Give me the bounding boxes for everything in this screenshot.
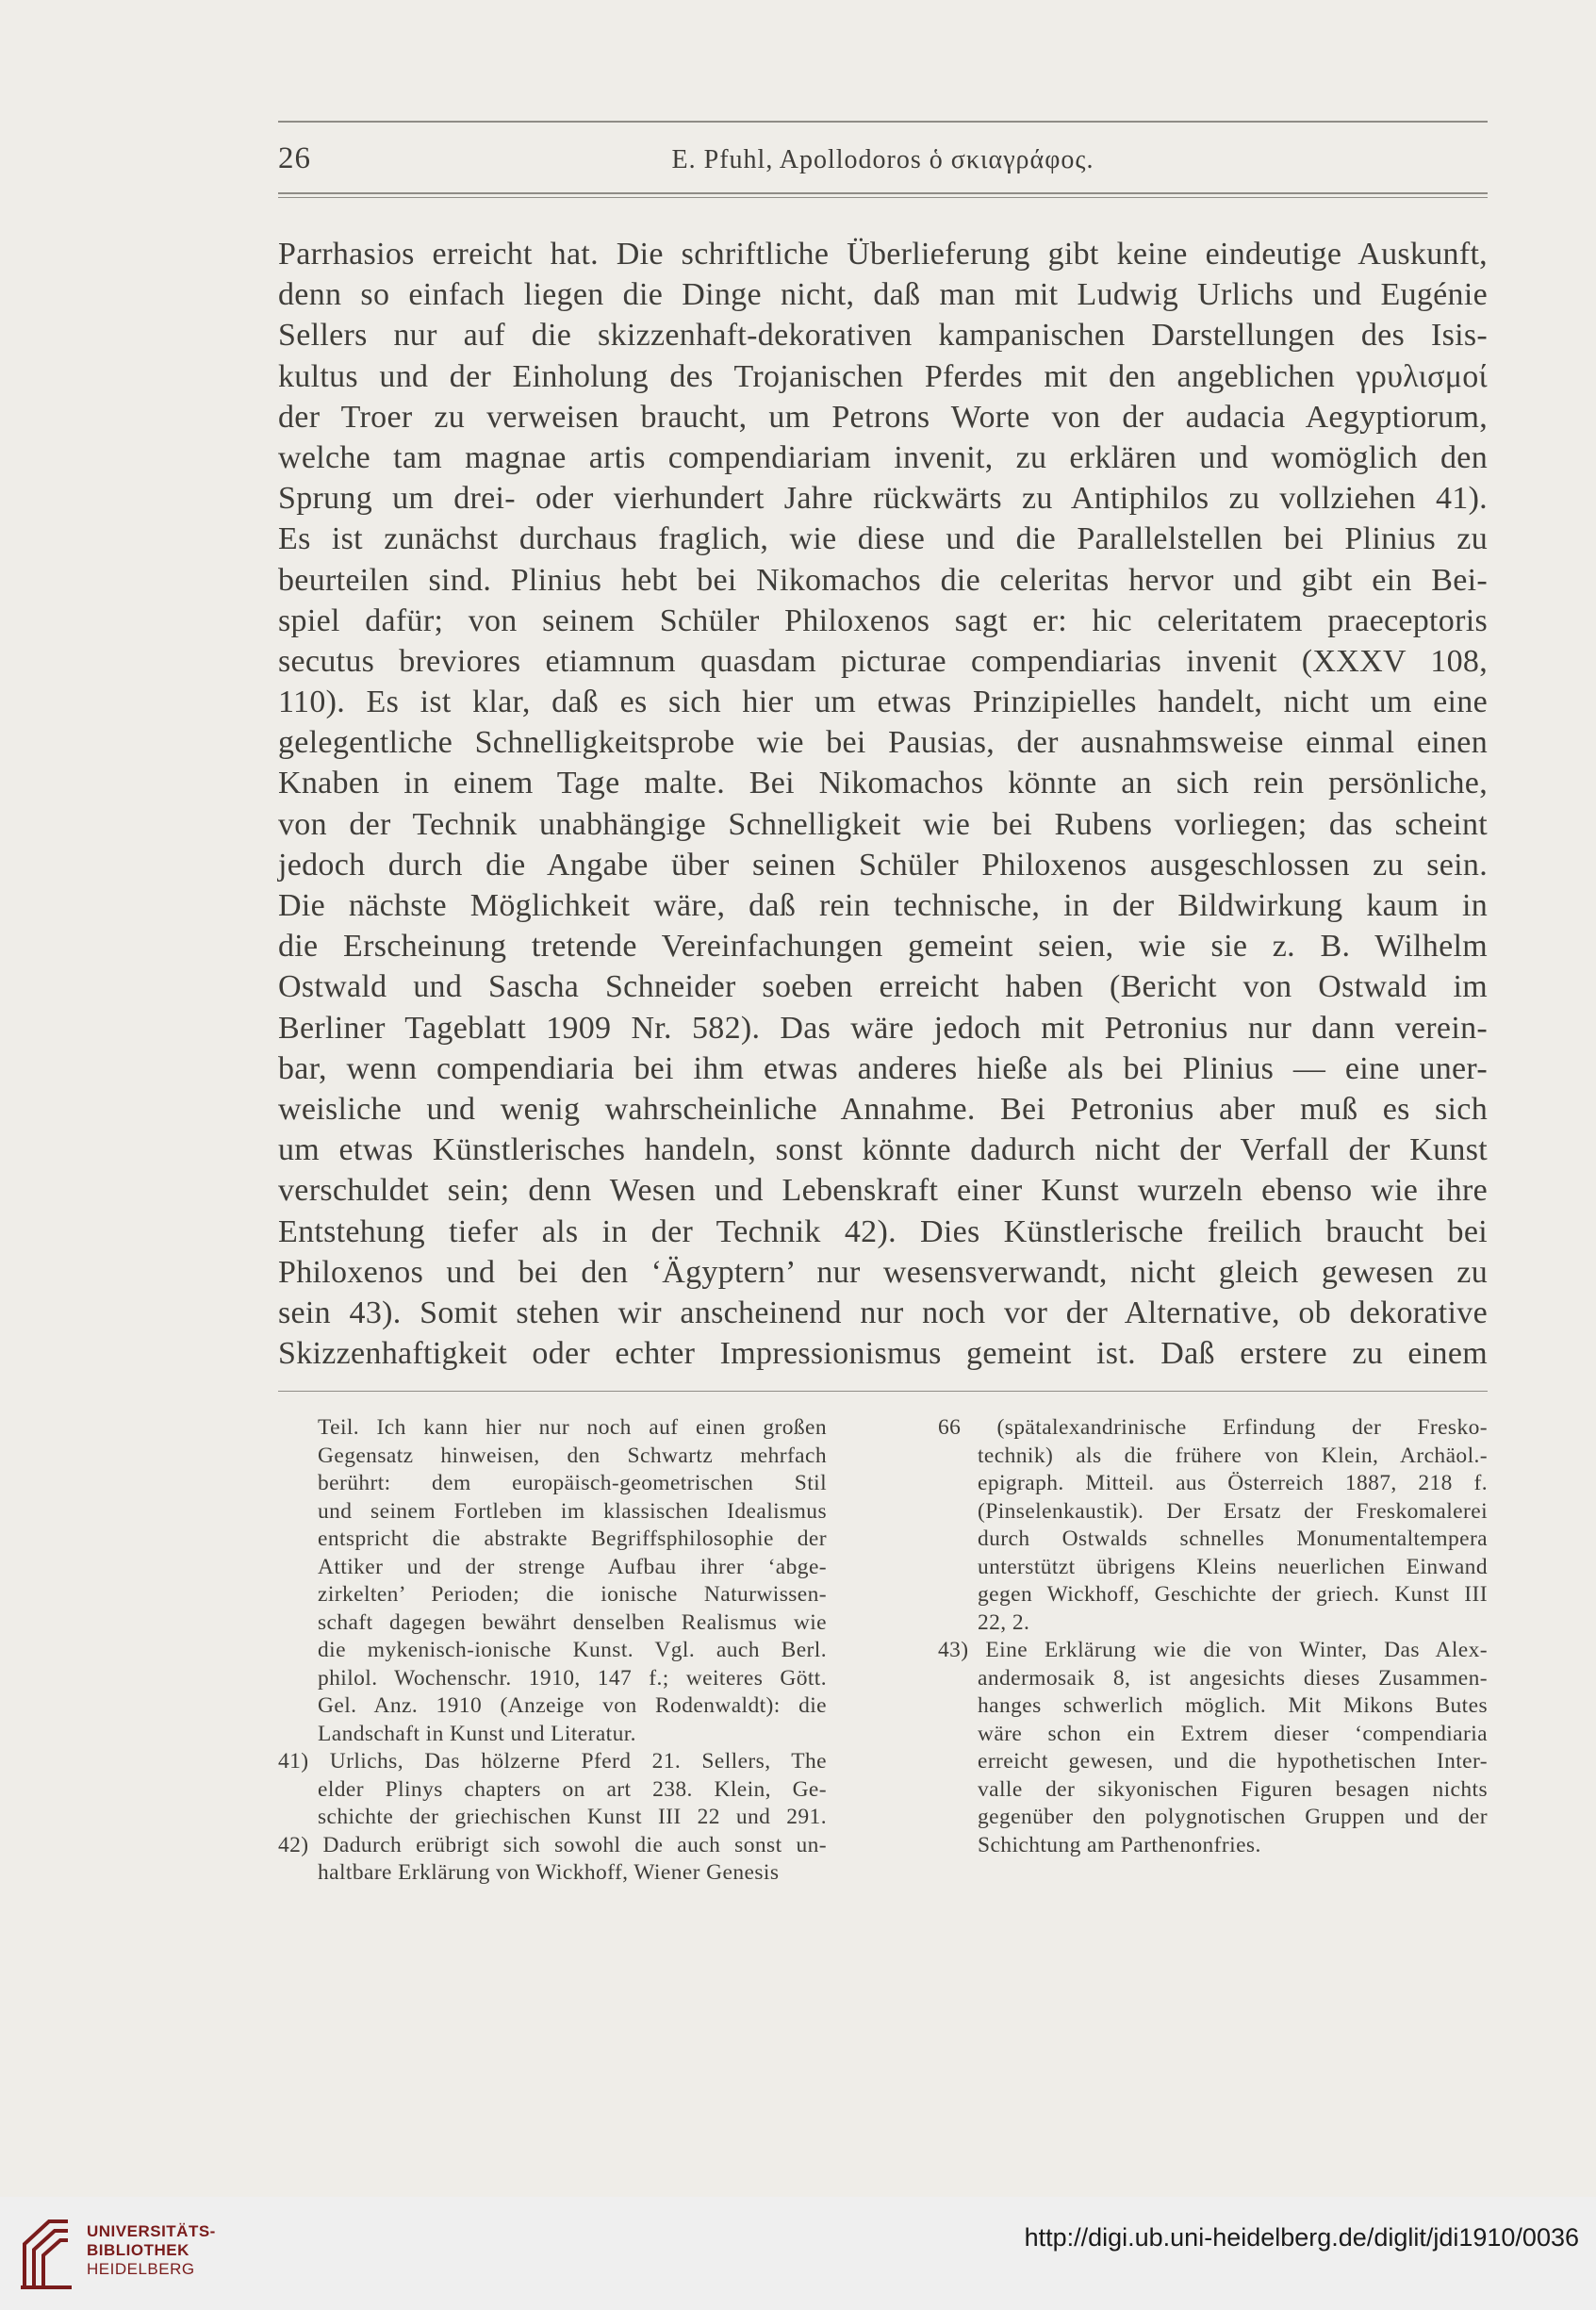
footnote-line: berührt: dem europäisch-geometrischen Stil <box>318 1471 827 1495</box>
body-line: der Troer zu verweisen braucht, um Petrons Worte von der audacia Aegyptiorum, <box>278 399 1488 435</box>
body-line: Berliner Tageblatt 1909 Nr. 582). Das wäre jedoch mit Petronius nur dann verein- <box>278 1010 1488 1046</box>
body-line: die Erscheinung tretende Vereinfachungen gemeint seien, wie sie z. B. Wilhelm <box>278 929 1488 965</box>
footnote-line: die mykenisch-ionische Kunst. Vgl. auch Berl. <box>318 1638 827 1662</box>
body-line: Skizzenhaftigkeit oder echter Impressionismus gemeint ist. Daß erstere zu einem <box>278 1336 1488 1372</box>
footnote-line: Gegensatz hinweisen, den Schwartz mehrfach <box>318 1443 827 1468</box>
body-line: welche tam magnae artis compendiariam invenit, zu erklären und womöglich den <box>278 439 1488 475</box>
footnote-line: valle der sikyonischen Figuren besagen nichts <box>978 1776 1488 1802</box>
body-line: Entstehung tiefer als in der Technik 42). Dies Künstlerische freilich braucht bei <box>278 1213 1488 1249</box>
body-line: von der Technik unabhängige Schnelligkeit wie bei Rubens vorliegen; das scheint <box>278 806 1488 842</box>
footnote-line: wäre schon ein Extrem dieser ‘compendiaria <box>978 1721 1488 1746</box>
footnote-line: gegenüber den polygnotischen Gruppen und der <box>978 1805 1488 1829</box>
body-line: Sellers nur auf die skizzenhaft-dekorativen kampanischen Darstellungen des Isis- <box>278 318 1488 354</box>
footnote-line: zirkelten’ Perioden; die ionische Naturwissen- <box>318 1582 827 1607</box>
body-line: denn so einfach liegen die Dinge nicht, daß man mit Ludwig Urlichs und Eugénie <box>278 277 1488 313</box>
footnote-line: (Pinselenkaustik). Der Ersatz der Freskomalerei <box>978 1498 1488 1524</box>
library-name <box>87 2222 216 2279</box>
body-line: secutus breviores etiamnum quasdam picturae compendiarias invenit (XXXV 108, <box>278 643 1488 679</box>
running-head: E. Pfuhl, Apollodoros ὁ σκιαγράφος. <box>671 145 1094 174</box>
body-line: um etwas Künstlerisches handeln, sonst könnte dadurch nicht der Verfall der Kunst <box>278 1132 1488 1168</box>
body-line: jedoch durch die Angabe über seinen Schüler Philoxenos ausgeschlossen zu sein. <box>278 847 1488 883</box>
footnote-line: technik) als die frühere von Klein, Archäol.- <box>978 1443 1488 1468</box>
footnote-line: 42) Dadurch erübrigt sich sowohl die auch sonst un- <box>278 1832 827 1857</box>
footnote-line: haltbare Erklärung von Wickhoff, Wiener Genesis <box>318 1860 780 1885</box>
footnote-line: Teil. Ich kann hier nur noch auf einen großen <box>318 1415 827 1440</box>
footnote-line: erreicht gewesen, und die hypothetischen Inter- <box>978 1749 1488 1774</box>
body-line: spiel dafür; von seinem Schüler Philoxenos sagt er: hic celeritatem praeceptoris <box>278 602 1488 638</box>
body-line: Die nächste Möglichkeit wäre, daß rein technische, in der Bildwirkung kaum in <box>278 888 1488 923</box>
page-header <box>278 141 1488 183</box>
library-logo-icon <box>17 2216 75 2291</box>
body-line: bar, wenn compendiaria bei ihm etwas anderes hieße als bei Plinius — eine uner- <box>278 1050 1488 1086</box>
library-name-line-3: HEIDELBERG <box>87 2260 195 2278</box>
footnote-line: epigraph. Mitteil. aus Österreich 1887, 218 f. <box>978 1471 1488 1495</box>
footnote-line: Schichtung am Parthenonfries. <box>978 1832 1261 1857</box>
page-number: 26 <box>278 141 311 175</box>
header-top-rule <box>278 121 1488 123</box>
footnote-line: gegen Wickhoff, Geschichte der griech. Kunst III <box>978 1582 1488 1607</box>
body-text <box>278 234 1488 1374</box>
body-line: Sprung um drei- oder vierhundert Jahre rückwärts zu Antiphilos zu vollziehen 41). <box>278 481 1488 517</box>
footnote-line: elder Plinys chapters on art 238. Klein, Ge- <box>318 1776 827 1802</box>
footnote-rule <box>278 1391 1488 1392</box>
footnote-line: Attiker und der strenge Aufbau ihrer ‘abge- <box>318 1554 827 1579</box>
footnote-line: und seinem Fortleben im klassischen Idealismus <box>318 1498 827 1524</box>
body-line: weisliche und wenig wahrscheinliche Annahme. Bei Petronius aber muß es sich <box>278 1091 1488 1127</box>
body-line: gelegentliche Schnelligkeitsprobe wie bei Pausias, der ausnahmsweise einmal einen <box>278 725 1488 761</box>
footnote-line: hanges schwerlich möglich. Mit Mikons Butes <box>978 1693 1488 1718</box>
permalink-url[interactable]: http://digi.ub.uni-heidelberg.de/diglit/jdi1910/0036 <box>1024 2223 1579 2252</box>
footnote-line: andermosaik 8, ist angesichts dieses Zusammen- <box>978 1665 1488 1691</box>
body-line: Ostwald und Sascha Schneider soeben erreicht haben (Bericht von Ostwald im <box>278 969 1488 1005</box>
library-footer <box>0 2197 1596 2310</box>
body-line: Knaben in einem Tage malte. Bei Nikomachos könnte an sich rein persönliche, <box>278 766 1488 801</box>
footnote-line: 43) Eine Erklärung wie die von Winter, Das Alex- <box>938 1638 1488 1662</box>
body-line: Parrhasios erreicht hat. Die schriftliche Überlieferung gibt keine eindeutige Auskunft, <box>278 237 1488 272</box>
footnote-line: durch Ostwalds schnelles Monumentaltempera <box>978 1526 1488 1551</box>
footnote-line: 66 (spätalexandrinische Erfindung der Fresko- <box>938 1415 1488 1440</box>
footnote-line: philol. Wochenschr. 1910, 147 f.; weiteres Gött. <box>318 1665 827 1691</box>
header-rule-1 <box>278 192 1488 194</box>
footnote-line: Gel. Anz. 1910 (Anzeige von Rodenwaldt): die <box>318 1693 827 1718</box>
body-line: verschuldet sein; denn Wesen und Lebenskraft einer Kunst wurzeln ebenso wie ihre <box>278 1173 1488 1209</box>
footnote-line: entspricht die abstrakte Begriffsphilosophie der <box>318 1526 827 1551</box>
body-line: sein 43). Somit stehen wir anscheinend nur noch vor der Alternative, ob dekorative <box>278 1295 1488 1330</box>
footnote-line: 22, 2. <box>978 1609 1030 1635</box>
footnote-line: schichte der griechischen Kunst III 22 und 291. <box>318 1805 827 1829</box>
body-line: beurteilen sind. Plinius hebt bei Nikomachos die celeritas hervor und gibt ein Bei- <box>278 562 1488 598</box>
library-name-line-1: UNIVERSITÄTS- <box>87 2222 216 2240</box>
header-rule-2 <box>278 197 1488 198</box>
footnote-line: Landschaft in Kunst und Literatur. <box>318 1721 636 1746</box>
body-line: Es ist zunächst durchaus fraglich, wie diese und die Parallelstellen bei Plinius zu <box>278 521 1488 557</box>
body-line: Philoxenos und bei den ‘Ägyptern’ nur wesensverwandt, nicht gleich gewesen zu <box>278 1254 1488 1290</box>
body-line: 110). Es ist klar, daß es sich hier um etwas Prinzipielles handelt, nicht um eine <box>278 685 1488 720</box>
footnotes-right-column <box>938 1414 1488 1859</box>
body-line: kultus und der Einholung des Trojanischen Pferdes mit den angeblichen γρυλισμοί <box>278 358 1488 394</box>
footnote-line: schaft dagegen bewährt denselben Realismus wie <box>318 1609 827 1635</box>
footnotes-left-column <box>278 1414 827 1888</box>
library-name-line-2: BIBLIOTHEK <box>87 2241 189 2259</box>
footnote-line: unterstützt übrigens Kleins neuerlichen Einwand <box>978 1554 1488 1579</box>
footnote-line: 41) Urlichs, Das hölzerne Pferd 21. Sellers, The <box>278 1749 827 1774</box>
